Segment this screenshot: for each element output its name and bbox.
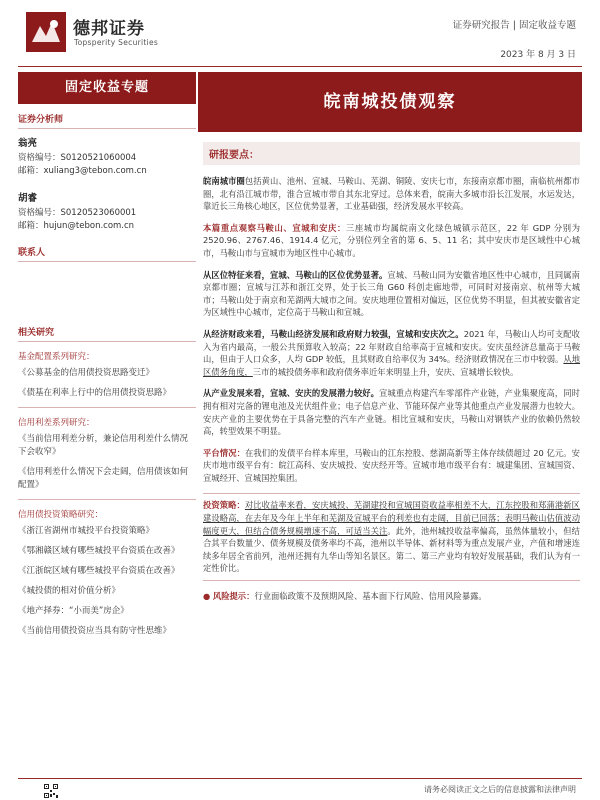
paragraph-economy [203,328,580,378]
analyst-card [18,190,196,233]
related-report-link[interactable]: 《江浙皖区域有哪些城投平台资质在改善》 [18,566,180,576]
key-points-title: 研报要点： [203,142,580,165]
paragraph-text: 在我们的发债平台样本库里，马鞍山的江东控股、慈湖高新等主体存续债超过 20 亿元。安庆市地市级平台有：皖江高科、安庆城投、安庆经开等。宣城市地市级平台有：城建集团、宣城国资、宣城经开、宣城国控集团。 [203,447,580,483]
analyst-name: 胡睿 [18,193,38,204]
related-group-title: 基金配置系列研究： [18,352,95,362]
paragraph-platforms [203,447,580,485]
paragraph-text: 宣城、马鞍山同为安徽省地区性中心城市，且同属南京都市圈；宣城与江苏和浙江交界，处于长三角 G60 科创走廊地带，可同时对接南京、杭州等大城市；马鞍山处于南京和芜湖两大城市之间。安庆地理位置相对偏远，区位优势不明显，但其被安徽省定为区域性中心城市，定位高于马鞍山和宣城。 [203,269,580,318]
paragraph-location [203,269,580,319]
qr-code-icon [44,784,58,798]
paragraph-lead: 从产业发展来看，宣城、安庆的发展潜力较好。 [203,388,379,399]
analyst-card [18,135,196,178]
paragraph-lead: 皖南城市圈 [203,176,245,186]
category-banner: 固定收益专题 [18,72,196,104]
paragraph-text: 2021 年，马鞍山人均可支配收入为省内最高，一般公共预算收入较高；22 年财政自给率高于宣城和安庆。安庆虽经济总量高于马鞍山，但由于人口众多，人均 GDP 较低，且其财政自给率仅为 34%。经济财政情况在三市中较弱。 [203,328,580,365]
paragraph-text: 。此外，池州城投收益率偏高，虽然体量较小，但结合其平台数量少、债务规模及债务率均不高，池州以半导体、新材料等为重点发展产业，产值和增速连续多年居全省前列，池州还拥有九华山等知名景区。第二、第三产业均有较好发展基础，我们认为有一定性价比。 [203,525,580,574]
legal-disclaimer: 请务必阅读正文之后的信息披露和法律声明 [424,785,576,794]
paragraph-text: 三市的城投债务率和政府债务率近年来明显上升，安庆、宣城增长较快。 [252,366,519,377]
analyst-cert: 资格编号：S0120521060004 [18,153,137,163]
report-title: 皖南城投债观察 [198,72,582,132]
related-report-link[interactable]: 《公募基金的信用债投资思路变迁》 [18,368,155,378]
report-body [203,142,580,602]
brand-name-en: Topsperity Securities [74,38,159,47]
analyst-email[interactable]: 邮箱：hujun@tebon.com.cn [18,221,135,231]
paragraph-underline: 从地区债务角度， [203,354,580,377]
related-report-link[interactable]: 《鄂湘赣区域有哪些城投平台资质在改善》 [18,546,180,556]
brand-name-cn: 德邦证券 [73,19,145,39]
logo-emblem-icon [26,12,66,52]
paragraph-overview [203,175,580,213]
paragraph-text: 包括黄山、池州、宣城、马鞍山、芜湖、铜陵、安庆七市，东接南京都市圈，南临杭州都市圈，北有沿江城市带，淮合宣城市带自其东北穿过。总体来看，皖南大多城市沿长江发展，水运发达，靠近长三角核心地区，区位优势显著，工业基础强，经济发展水平较高。 [203,176,580,212]
paragraph-lead: 从区位特征来看，宣城、马鞍山的区位优势显著。 [203,269,388,280]
related-report-link[interactable]: 《浙江省湖州市城投平台投资策略》 [18,526,155,536]
sidebar [18,112,196,645]
related-report-link[interactable]: 《信用利差什么情况下会走阔，信用债该如何配置》 [18,467,189,490]
header-divider [18,66,582,67]
risk-text: 行业面临政策不及预期风险、基本面下行风险、信用风险暴露。 [254,591,487,602]
contacts-title: 联系人 [18,245,196,262]
analysts-title: 证券分析师 [18,112,196,129]
report-header [0,0,600,80]
related-group-title: 信用债投资策略研究： [18,510,104,520]
related-report-link[interactable]: 《当前信用利差分析，兼论信用利差什么情况下会收窄》 [18,434,189,457]
contacts-section [18,245,196,325]
report-date: 2023 年 8 月 3 日 [500,50,576,60]
analyst-email[interactable]: 邮箱：xuliang3@tebon.com.cn [18,166,147,176]
sidebar-divider [18,499,196,500]
paragraph-lead: 本篇重点观察马鞍山、宣城和安庆： [203,222,346,233]
analyst-name: 翁亮 [18,138,38,149]
paragraph-text: 三座城市均属皖南文化绿色城镇示范区，22 年 GDP 分别为 2520.96、2767.46、1914.4 亿元，分别位列全省的第 6、5、11 名；其中安庆市是区域性中心城市，马鞍山市与宣城市为地区性中心城市。 [203,222,580,258]
related-research-title: 相关研究 [18,325,196,342]
related-report-link[interactable]: 《地产择券：“小而美”房企》 [18,606,129,616]
paragraph-strategy [203,493,580,581]
related-report-link[interactable]: 《城投债的相对价值分析》 [18,586,121,596]
footer-divider [18,778,582,779]
paragraph-text: 宣城重点构建汽车零部件产业链，产业集聚度高，同时拥有相对完备的锂电池及光伏组件业；电子信息产业、节能环保产业等其他重点产业发展潜力也较大。安庆产业的主要优势在于具备完整的汽车产业链。相比宣城和安庆，马鞍山对钢铁产业的依赖仍然较高，转型效果不明显。 [203,388,580,437]
paragraph-lead: 投资策略： [203,500,245,511]
paragraph-underline: 对比收益率来看，安庆城投、芜湖建投和宣城国资收益率相差不大，江东控股和郑蒲港新区建设略高，在去年及今年上半年和芜湖及宣城平台的利差也有走阔，目前已回落；表明马鞍山估值波动幅度更大，但结合债务规模增速不高，可适当关注 [203,500,580,536]
bullet-icon: ● [203,591,211,602]
analyst-cert: 资格编号：S0120523060001 [18,208,137,218]
risk-warning [203,590,580,602]
risk-label: 风险提示： [212,591,255,602]
related-report-link[interactable]: 《当前信用债投资应当具有防守性思维》 [18,626,172,636]
paragraph-industry [203,387,580,437]
sidebar-divider [18,407,196,408]
paragraph-focus-cities [203,222,580,260]
paragraph-lead: 从经济财政来看，马鞍山经济发展和政府财力较强，宣城和安庆次之。 [203,328,464,339]
company-logo [26,12,66,52]
related-group-title: 信用利差系列研究： [18,418,95,428]
related-report-link[interactable]: 《债基在利率上行中的信用债投资思路》 [18,388,172,398]
report-type: 证券研究报告 | 固定收益专题 [452,20,576,31]
paragraph-lead: 平台情况： [203,447,245,458]
